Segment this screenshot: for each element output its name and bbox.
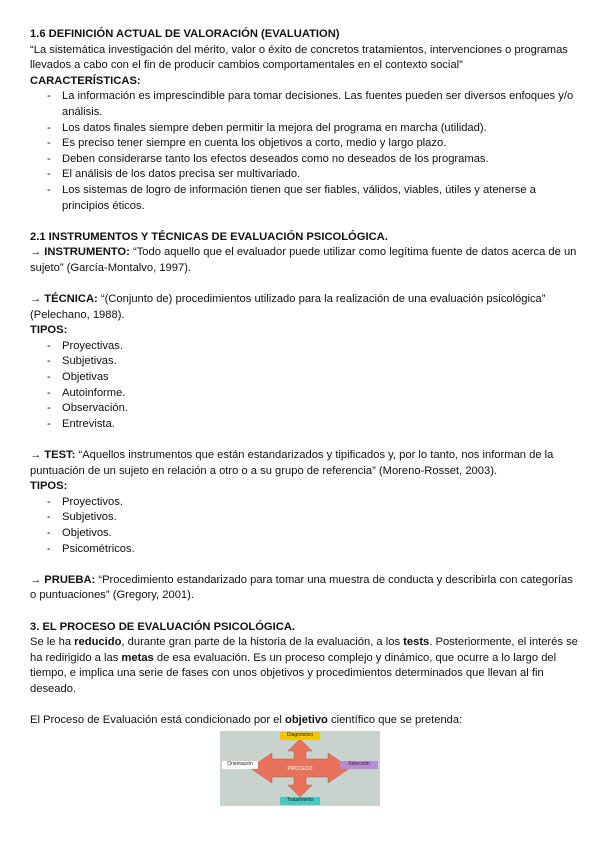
- test-tipos-label: TIPOS:: [30, 480, 68, 493]
- diagram-box-tratamiento: Tratamiento: [280, 797, 320, 805]
- diagram-box-seleccion: Selección: [340, 761, 378, 769]
- list-item: - Es preciso tener siempre en cuenta los objetivos a corto, medio y largo plazo.: [30, 136, 578, 152]
- list-item: - Psicométricos.: [30, 542, 578, 558]
- four-way-arrow-icon: [250, 739, 350, 797]
- list-item: - Entrevista.: [30, 417, 578, 433]
- tecnica-tipos-list: [30, 339, 578, 433]
- evaluation-process-diagram: [220, 731, 380, 806]
- section-heading-1-6: 1.6 DEFINICIÓN ACTUAL DE VALORACIÓN (EVALUATION): [30, 28, 340, 40]
- list-item: - Subjetivas.: [30, 354, 578, 370]
- instrumento-definition: [30, 245, 578, 276]
- caracteristicas-heading: CARACTERÍSTICAS:: [30, 74, 141, 87]
- list-item: - Los sistemas de logro de información tienen que ser fiables, válidos, viables, útiles y atenerse a principios éticos.: [30, 183, 578, 214]
- text-run: científico que se pretenda:: [327, 714, 463, 727]
- tecnica-tipos-label: TIPOS:: [30, 324, 68, 337]
- tecnica-definition: [30, 292, 578, 323]
- test-text: “Aquellos instrumentos que están estandarizados y tipificados y, por lo tanto, nos informan de la puntuación de un sujeto en relación a otro o a su grupo de referencia” (Moreno-Rosset, 2003).: [30, 449, 554, 477]
- evaluation-definition-quote: “La sistemática investigación del mérito, valor o éxito de concretos tratamientos, intervenciones o programas llevados a cabo con el fin de producir cambios comportamentales en el contexto social”: [30, 43, 568, 72]
- text-run: , durante gran parte de la historia de la evaluación, a los: [121, 636, 404, 649]
- tecnica-text: “(Conjunto de) procedimientos utilizado para la realización de una evaluación psicológica” (Pelechano, 1988).: [30, 293, 546, 321]
- list-item: - Objetivas: [30, 370, 578, 386]
- section-heading-2-1: 2.1 INSTRUMENTOS Y TÉCNICAS DE EVALUACIÓN PSICOLÓGICA.: [30, 230, 388, 243]
- test-tipos-list: [30, 495, 578, 557]
- prueba-definition: [30, 573, 578, 604]
- diagram-box-orientacion: Orientación: [222, 761, 258, 769]
- tecnica-term: → TÉCNICA:: [30, 293, 98, 306]
- list-item: - Subjetivos.: [30, 510, 578, 526]
- list-item: - Deben considerarse tanto los efectos deseados como no deseados de los programas.: [30, 152, 578, 168]
- list-item: - Objetivos.: [30, 526, 578, 542]
- test-definition: [30, 448, 578, 479]
- list-item: - Observación.: [30, 401, 578, 417]
- emphasis-objetivo: objetivo: [285, 714, 328, 727]
- text-run: Se le ha: [30, 636, 75, 649]
- document-page: [30, 27, 578, 806]
- list-item: - Proyectivos.: [30, 495, 578, 511]
- list-item: - Proyectivas.: [30, 339, 578, 355]
- test-term: → TEST:: [30, 449, 76, 462]
- instrumento-text: “Todo aquello que el evaluador puede utilizar como legítima fuente de datos acerca de un sujeto” (García-Montalvo, 1997).: [30, 246, 577, 274]
- text-run: de esa evaluación. Es un proceso complejo y dinámico, que ocurre a lo largo del tiempo, e implica una serie de fases con unos objetivos y procedimientos determinados que llevan al fin deseado.: [30, 651, 557, 695]
- list-item: - Autoinforme.: [30, 386, 578, 402]
- emphasis-reducido: reducido: [74, 636, 122, 649]
- objetivo-paragraph: [30, 713, 578, 729]
- prueba-term: → PRUEBA:: [30, 573, 96, 586]
- instrumento-term: → INSTRUMENTO:: [30, 246, 130, 259]
- proceso-paragraph: [30, 635, 578, 697]
- diagram-center-label: PROCESO: [287, 765, 313, 772]
- prueba-text: “Procedimiento estandarizado para tomar una muestra de conducta y describirla con categorías o puntuaciones” (Gregory, 2001).: [30, 573, 573, 602]
- section-heading-3: 3. EL PROCESO DE EVALUACIÓN PSICOLÓGICA.: [30, 620, 296, 633]
- diagram-box-diagnostico: Diagnóstico: [280, 732, 320, 740]
- text-run: . Posteriormente, el interés se ha redirigido a las: [30, 636, 578, 664]
- emphasis-metas: metas: [121, 651, 154, 664]
- text-run: El Proceso de Evaluación está condicionado por el: [30, 714, 285, 727]
- emphasis-tests: tests: [403, 636, 430, 649]
- list-item: - Los datos finales siempre deben permitir la mejora del programa en marcha (utilidad).: [30, 121, 578, 137]
- list-item: - El análisis de los datos precisa ser multivariado.: [30, 167, 578, 183]
- list-item: - La información es imprescindible para tomar decisiones. Las fuentes pueden ser diversos enfoques y/o análisis.: [30, 89, 578, 120]
- caracteristicas-list: [30, 89, 578, 214]
